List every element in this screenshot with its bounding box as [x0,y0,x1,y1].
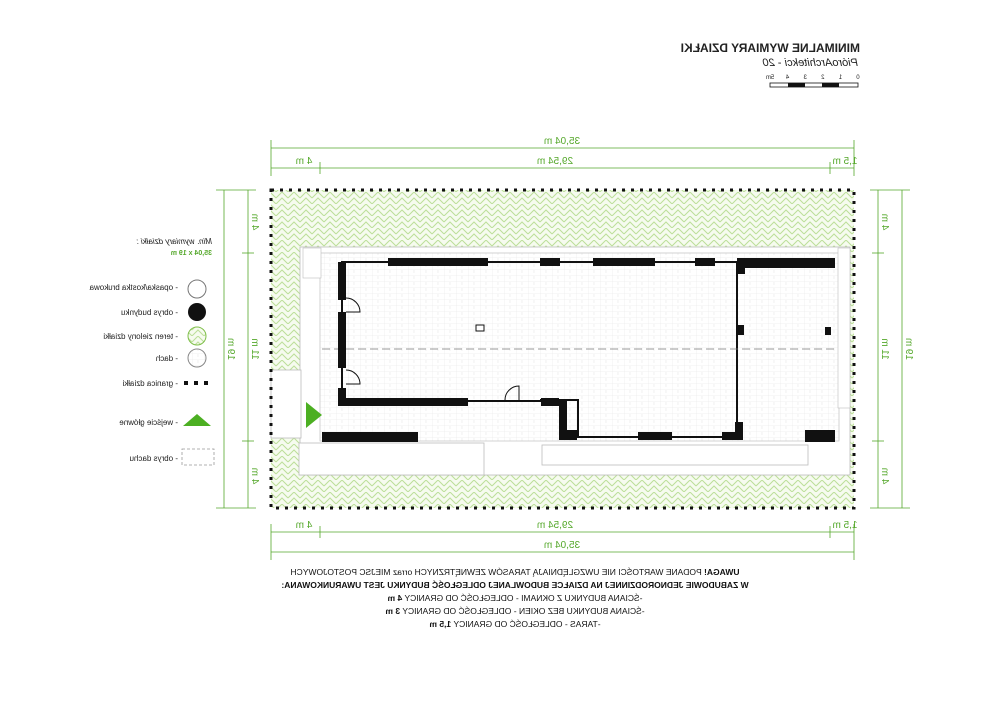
roof-outline-icon [182,449,214,465]
legend-min-value: 35,04 x 19 m [170,250,212,257]
notes-rule-1 [235,592,795,605]
notes-block [235,566,795,631]
building-outline-icon [188,303,206,321]
scale-tick-label: 5m [765,75,775,81]
notes-rule-2 [235,605,795,618]
notes-rule-1-value: 4 m [387,593,403,603]
dim-depth-top-left: 4 m [249,213,260,231]
roof-outline-left [299,443,484,475]
notes-rule-heading-text: W ZABUDOWIE JEDNORODZINNEJ NA DZIAŁCE BUDOWLANEJ ODLEGŁOŚĆ BUDYNKU JEST UWARUNKOWANA: [281,580,749,590]
notes-rule-heading [235,579,795,592]
green-area-icon [188,327,206,345]
roof-area [320,253,839,441]
notes-warning-bold: UWAGA! [704,567,740,577]
dim-depth-bottom-left: 4 m [249,467,260,485]
boundary-icon [184,381,208,385]
dim-front-setback-bottom: 4 m [295,520,313,531]
roof-outline-top-right [838,248,850,408]
dim-depth-middle-right: 11 m [879,338,890,360]
chimney [476,325,484,331]
dim-depth-bottom-right: 4 m [879,467,890,485]
scale-tick-label: 0 [856,75,860,81]
legend-boundary-label: - granica działki [122,379,178,388]
entrance-paving [271,370,301,438]
notes-warning [235,566,795,579]
dim-total-width-bottom: 35,04 m [543,540,581,551]
entrance-legend-icon [183,414,211,426]
legend-green-label: - teren zielony działki [103,332,178,341]
legend-min-label: Min. wymiary działki : [136,237,212,246]
roof-outline-right [542,445,808,465]
dim-total-depth-left: 19 m [225,337,236,361]
legend-entrance-label: - wejście główne [119,418,178,427]
notes-rule-3-value: 1,5 m [429,619,452,629]
legend-paving-label: - opaska/kostka brukowa [89,283,178,292]
title-block [681,41,860,87]
scale-tick-label: 2 [821,75,825,81]
scale-tick-label: 3 [803,75,807,81]
notes-warning-text: PODANE WARTOŚCI NIE UWZGLĘDNIAJĄ TARASÓW ZEWNĘTRZNYCH orraz MIEJSC POSTOJOWYCH [290,567,702,577]
notes-rule-3-text: -TARAS - ODLEGŁOŚĆ OD GRANICY [453,619,601,629]
paving-icon [188,280,206,298]
dim-side-setback-bottom: 1,5 m [832,520,858,531]
dim-total-depth-right: 19 m [903,337,914,361]
dim-building-width-top: 29,54 m [536,156,574,167]
plan-subtitle: PióroArchitekci - 20 [762,57,858,69]
notes-rule-2-value: 3 m [385,606,401,616]
dim-side-setback-top: 1,5 m [832,156,858,167]
dim-depth-top-right: 4 m [879,213,890,231]
dim-front-setback-top: 4 m [295,156,313,167]
roof-icon [188,349,206,367]
legend-roof-label: - dach [155,354,178,363]
dim-total-width-top: 35,04 m [543,136,581,147]
legend [89,237,214,465]
notes-rule-1-text: -ŚCIANA BUDYNKU Z OKNAMI - ODLEGŁOŚĆ OD GRANICY [404,593,643,603]
roof-outline-top-left [303,248,321,278]
dim-depth-middle-left: 11 m [249,338,260,360]
plan-title: MINIMALNE WYMIARY DZIAŁKI [680,41,860,55]
legend-building-label: - obrys budynku [121,308,178,317]
scale-tick-label: 4 [785,75,790,81]
scale-tick-label: 1 [838,75,843,81]
dim-building-width-bottom: 29,54 m [536,520,574,531]
legend-roof-outline-label: - obrys dachu [129,454,178,463]
notes-rule-2-text: -ŚCIANA BUDYNKU BEZ OKIEN - ODLEGŁOŚĆ OD GRANICY [402,606,645,616]
notes-rule-3 [235,618,795,631]
scale-bar [766,75,860,87]
